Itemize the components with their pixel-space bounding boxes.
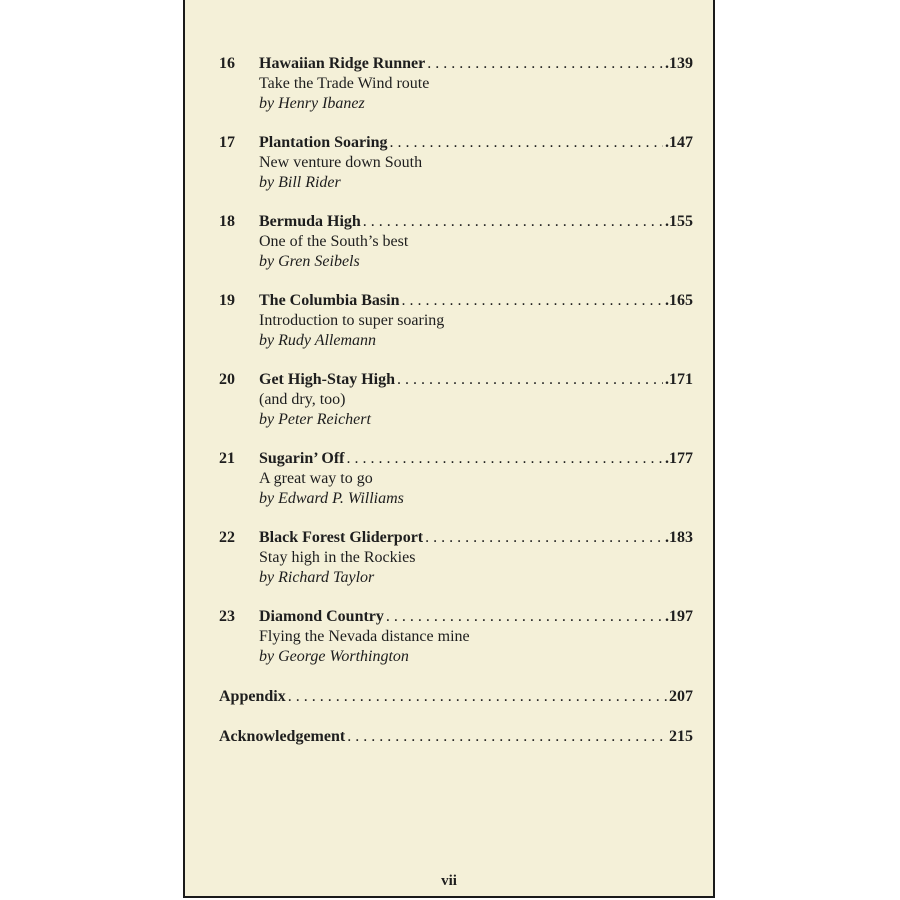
chapter-author: by Peter Reichert	[259, 411, 371, 428]
toc-entry-17	[219, 133, 693, 193]
chapter-title: Black Forest Gliderport	[259, 529, 424, 546]
chapter-subtitle: Stay high in the Rockies	[259, 549, 416, 566]
chapter-author: by George Worthington	[259, 648, 409, 665]
chapter-author: by Richard Taylor	[259, 569, 375, 586]
chapter-title: Plantation Soaring	[259, 134, 388, 151]
page-number: .165	[665, 292, 693, 309]
dot-leader	[386, 607, 663, 627]
toc-entry-line	[219, 607, 693, 627]
page-folio: vii	[441, 873, 457, 889]
toc-entry-line	[219, 370, 693, 390]
page-number: .139	[665, 55, 693, 72]
page-number: .147	[665, 134, 693, 151]
dot-leader	[427, 54, 663, 74]
page-number: .183	[665, 529, 693, 546]
toc-entry-21	[219, 449, 693, 509]
toc-entry-23	[219, 607, 693, 667]
toc-entry-line	[219, 291, 693, 311]
page-number: .197	[665, 608, 693, 625]
chapter-author: by Rudy Allemann	[259, 332, 377, 349]
appendix-title: Appendix	[219, 688, 286, 705]
chapter-subtitle: (and dry, too)	[259, 391, 346, 408]
dot-leader	[397, 370, 663, 390]
toc-entry-acknowledgement	[219, 727, 693, 747]
chapter-title: Sugarin’ Off	[259, 450, 345, 467]
chapter-title: Bermuda High	[259, 213, 361, 230]
chapter-number: 22	[219, 529, 235, 546]
chapter-subtitle: New venture down South	[259, 154, 423, 171]
dot-leader	[288, 687, 667, 707]
chapter-title: Get High-Stay High	[259, 371, 396, 388]
chapter-title: Hawaiian Ridge Runner	[259, 55, 426, 72]
toc-entry-22	[219, 528, 693, 588]
toc-entry-appendix	[219, 687, 693, 707]
dot-leader	[401, 291, 663, 311]
chapter-number: 19	[219, 292, 235, 309]
dot-leader	[346, 449, 663, 469]
chapter-author: by Edward P. Williams	[259, 490, 404, 507]
chapter-title: The Columbia Basin	[259, 292, 400, 309]
page-number: .155	[665, 213, 693, 230]
toc-entry-18	[219, 212, 693, 272]
toc-entry-20	[219, 370, 693, 430]
toc-entry-line	[219, 727, 693, 747]
toc-entry-line	[219, 54, 693, 74]
toc-entry-line	[219, 528, 693, 548]
chapter-subtitle: A great way to go	[259, 470, 373, 487]
chapter-number: 20	[219, 371, 235, 388]
chapter-subtitle: Take the Trade Wind route	[259, 75, 430, 92]
page-number: .171	[665, 371, 693, 388]
chapter-number: 23	[219, 608, 235, 625]
chapter-number: 16	[219, 55, 235, 72]
chapter-number: 21	[219, 450, 235, 467]
toc-entry-line	[219, 212, 693, 232]
toc-entry-line	[219, 449, 693, 469]
chapter-number: 17	[219, 134, 235, 151]
dot-leader	[425, 528, 663, 548]
chapter-subtitle: One of the South’s best	[259, 233, 409, 250]
chapter-author: by Gren Seibels	[259, 253, 360, 270]
chapter-subtitle: Flying the Nevada distance mine	[259, 628, 470, 645]
toc-entry-19	[219, 291, 693, 351]
dot-leader	[389, 133, 663, 153]
appendix-page-number: 207	[669, 688, 693, 705]
dot-leader	[363, 212, 663, 232]
dot-leader	[347, 727, 667, 747]
toc-entry-line	[219, 687, 693, 707]
chapter-author: by Henry Ibanez	[259, 95, 365, 112]
chapter-subtitle: Introduction to super soaring	[259, 312, 445, 329]
chapter-title: Diamond Country	[259, 608, 384, 625]
toc-entry-line	[219, 133, 693, 153]
acknowledgement-title: Acknowledgement	[219, 728, 346, 745]
chapter-number: 18	[219, 213, 235, 230]
page-number: .177	[665, 450, 693, 467]
book-page	[183, 0, 715, 898]
acknowledgement-page-number: 215	[669, 728, 693, 745]
toc-entry-16	[219, 54, 693, 114]
chapter-author: by Bill Rider	[259, 174, 341, 191]
